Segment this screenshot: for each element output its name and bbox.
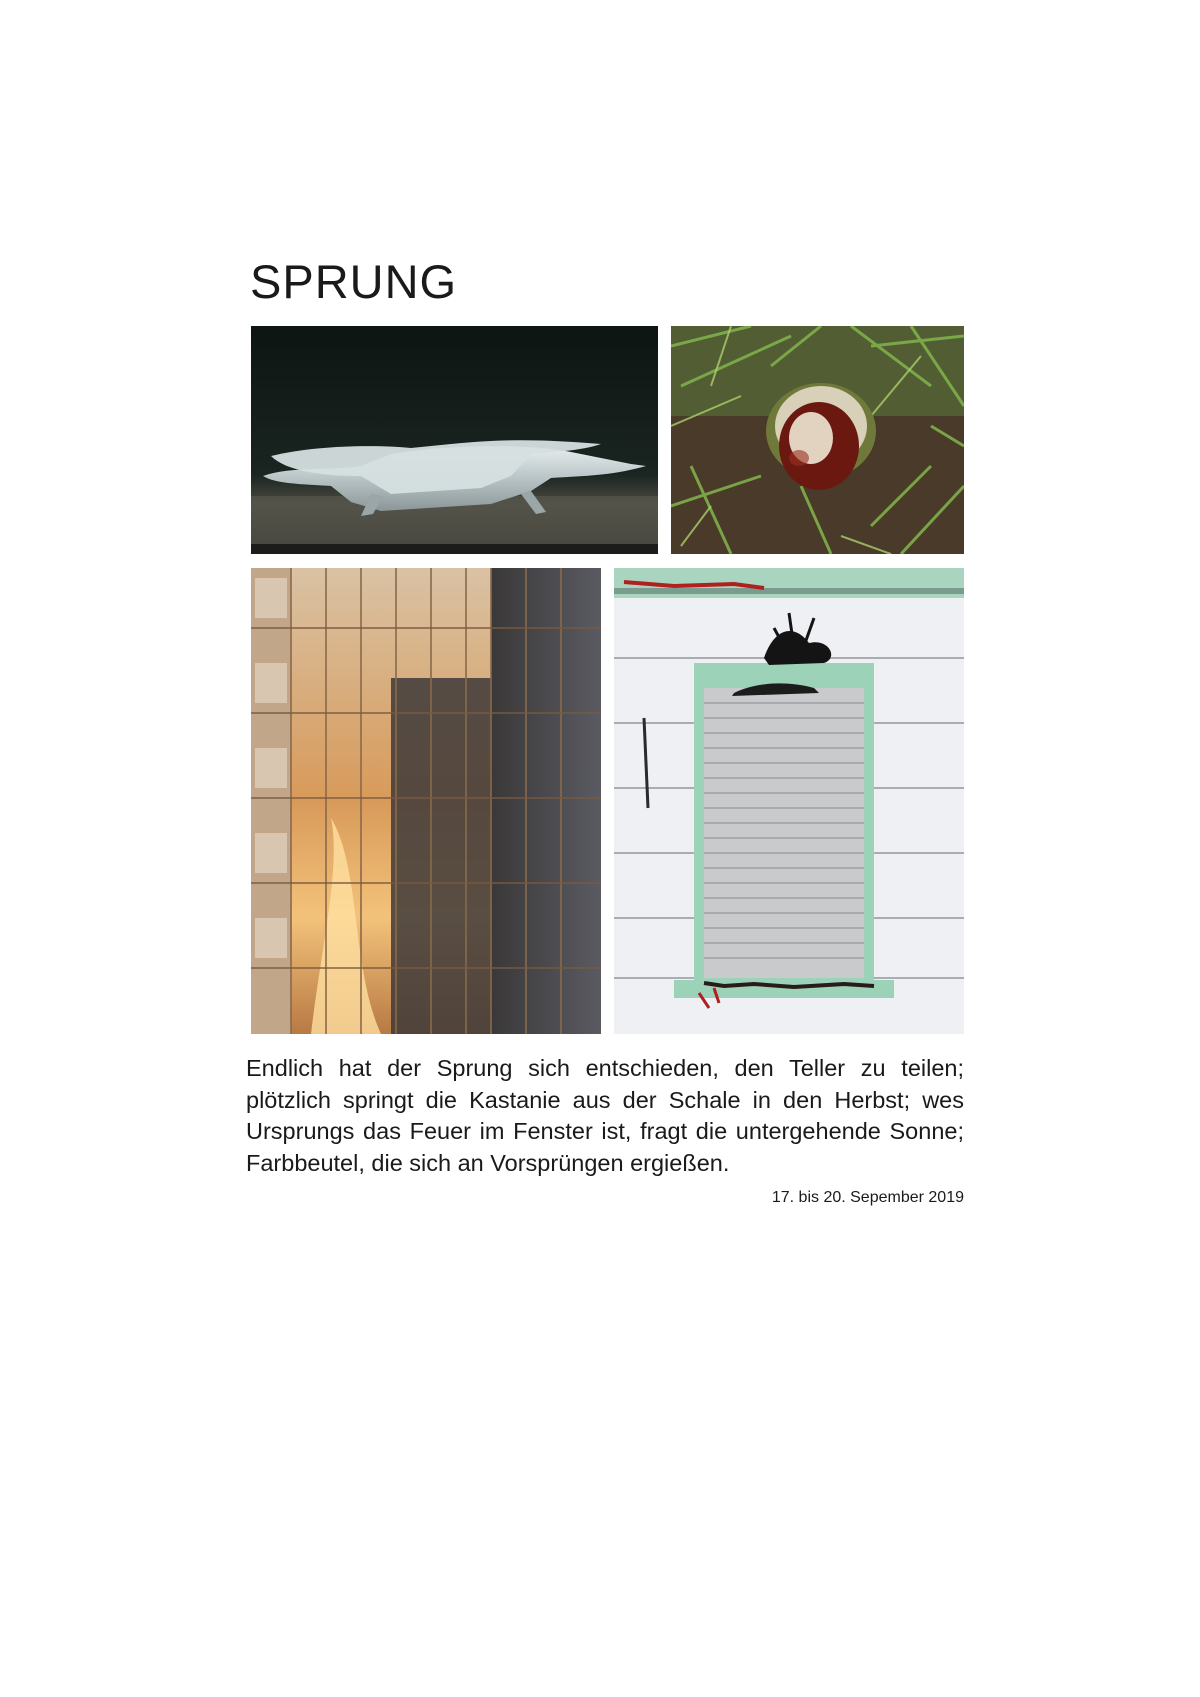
event-date: 17. bis 20. Sepember 2019 xyxy=(771,1189,964,1206)
body-text: Endlich hat der Sprung sich entschieden, den Teller zu teilen; plötzlich springt die Kastanie aus der Schale in den Herbst; wes Ursprungs das Feuer im Fenster ist, fragt die untergehende Sonne; Farbbeutel, die sich an Vorsprüngen ergießen. xyxy=(246,1055,964,1176)
photo-chestnut xyxy=(671,326,964,554)
photo-split-plate xyxy=(251,326,658,554)
page-title: SPRUNG xyxy=(250,255,458,308)
photo-glass-facade xyxy=(251,568,601,1034)
photo-window-splatter xyxy=(614,568,964,1034)
